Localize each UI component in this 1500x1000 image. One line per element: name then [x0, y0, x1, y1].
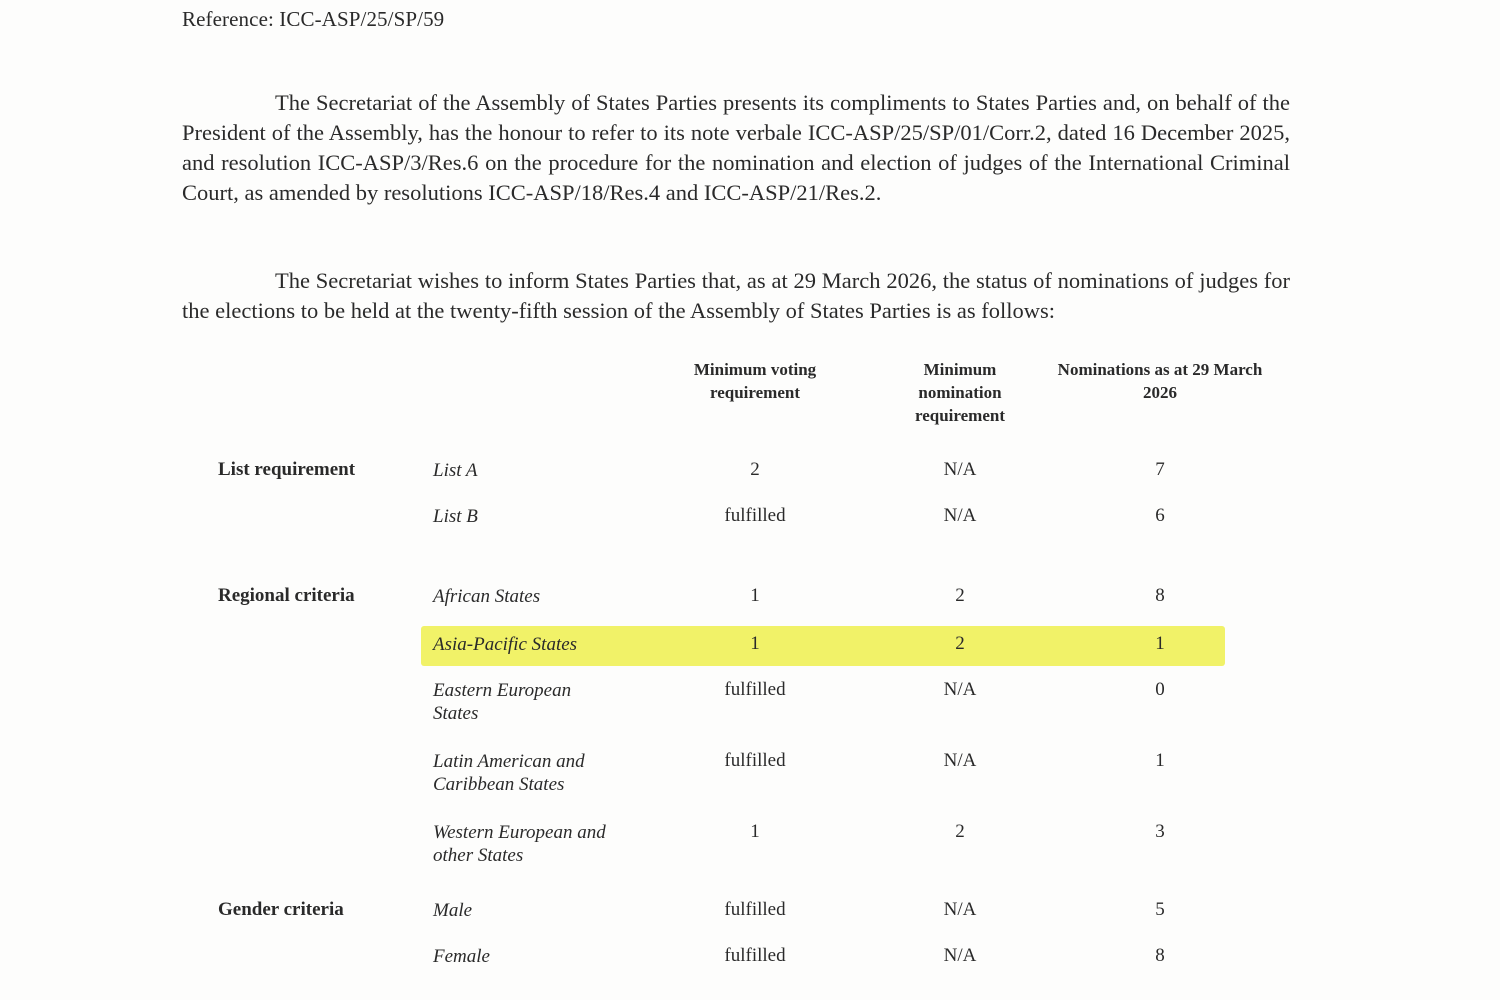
cell-nomination: 2 — [955, 821, 965, 842]
row-label: Western European and other States — [433, 822, 606, 866]
cell-voting: fulfilled — [724, 750, 786, 771]
cell-nomination: N/A — [943, 459, 977, 480]
cell-voting: fulfilled — [724, 679, 786, 700]
row-label: List B — [433, 506, 478, 527]
cell-voting: fulfilled — [724, 899, 786, 920]
cell-voting: fulfilled — [724, 945, 786, 966]
row-label: List A — [433, 460, 478, 481]
cell-nomination: N/A — [943, 899, 977, 920]
cell-voting: 1 — [750, 821, 760, 842]
intro-paragraph: The Secretariat of the Assembly of States Parties presents its compliments to States Parties and, on behalf of the President of the Assembly, has the honour to refer to its note verbale ICC-ASP/25/SP/01/Corr.2, dated 16 December 2025, and resolution ICC-ASP/3/Res.6 on the procedure for the nomination and election of judges of the International Criminal Court, as amended by resolutions ICC-ASP/18/Res.4 and ICC-ASP/21/Res.2. — [182, 90, 1290, 205]
cell-nomination: 2 — [955, 585, 965, 606]
row-label: Eastern European States — [433, 680, 572, 724]
cell-nominations: 8 — [1155, 945, 1165, 966]
cell-nominations: 7 — [1155, 459, 1165, 480]
cell-nomination: 2 — [955, 633, 965, 654]
header-minimum-voting: Minimum voting requirement — [693, 360, 817, 402]
section-list-requirement: List requirement — [218, 459, 356, 480]
cell-voting: 1 — [750, 585, 760, 606]
row-label: Female — [433, 946, 490, 967]
status-paragraph: The Secretariat wishes to inform States Parties that, as at 29 March 2026, the status of nominations of judges for the elections to be held at the twenty-fifth session of the Assembly of States Parties is as follows: — [182, 268, 1290, 323]
row-label: Latin American and Caribbean States — [433, 751, 585, 795]
cell-nominations: 8 — [1155, 585, 1165, 606]
section-gender-criteria: Gender criteria — [218, 899, 344, 920]
cell-nominations: 6 — [1155, 505, 1165, 526]
row-label: Asia-Pacific States — [433, 634, 578, 655]
cell-nomination: N/A — [943, 750, 977, 771]
row-label: Male — [433, 900, 473, 921]
row-label: African States — [433, 586, 541, 607]
cell-nomination: N/A — [943, 945, 977, 966]
cell-nomination: N/A — [943, 679, 977, 700]
cell-nominations: 5 — [1155, 899, 1165, 920]
section-regional-criteria: Regional criteria — [218, 585, 355, 606]
cell-nominations: 1 — [1155, 633, 1165, 654]
reference-number: Reference: ICC-ASP/25/SP/59 — [182, 7, 445, 31]
cell-voting: 1 — [750, 633, 760, 654]
cell-nominations: 3 — [1155, 821, 1165, 842]
cell-voting: 2 — [750, 459, 760, 480]
cell-voting: fulfilled — [724, 505, 786, 526]
cell-nominations: 1 — [1155, 750, 1165, 771]
cell-nominations: 0 — [1155, 679, 1165, 700]
header-nominations: Nominations as at 29 March 2026 — [1057, 360, 1263, 402]
header-minimum-nomination: Minimum nomination requirement — [914, 360, 1006, 425]
cell-nomination: N/A — [943, 505, 977, 526]
